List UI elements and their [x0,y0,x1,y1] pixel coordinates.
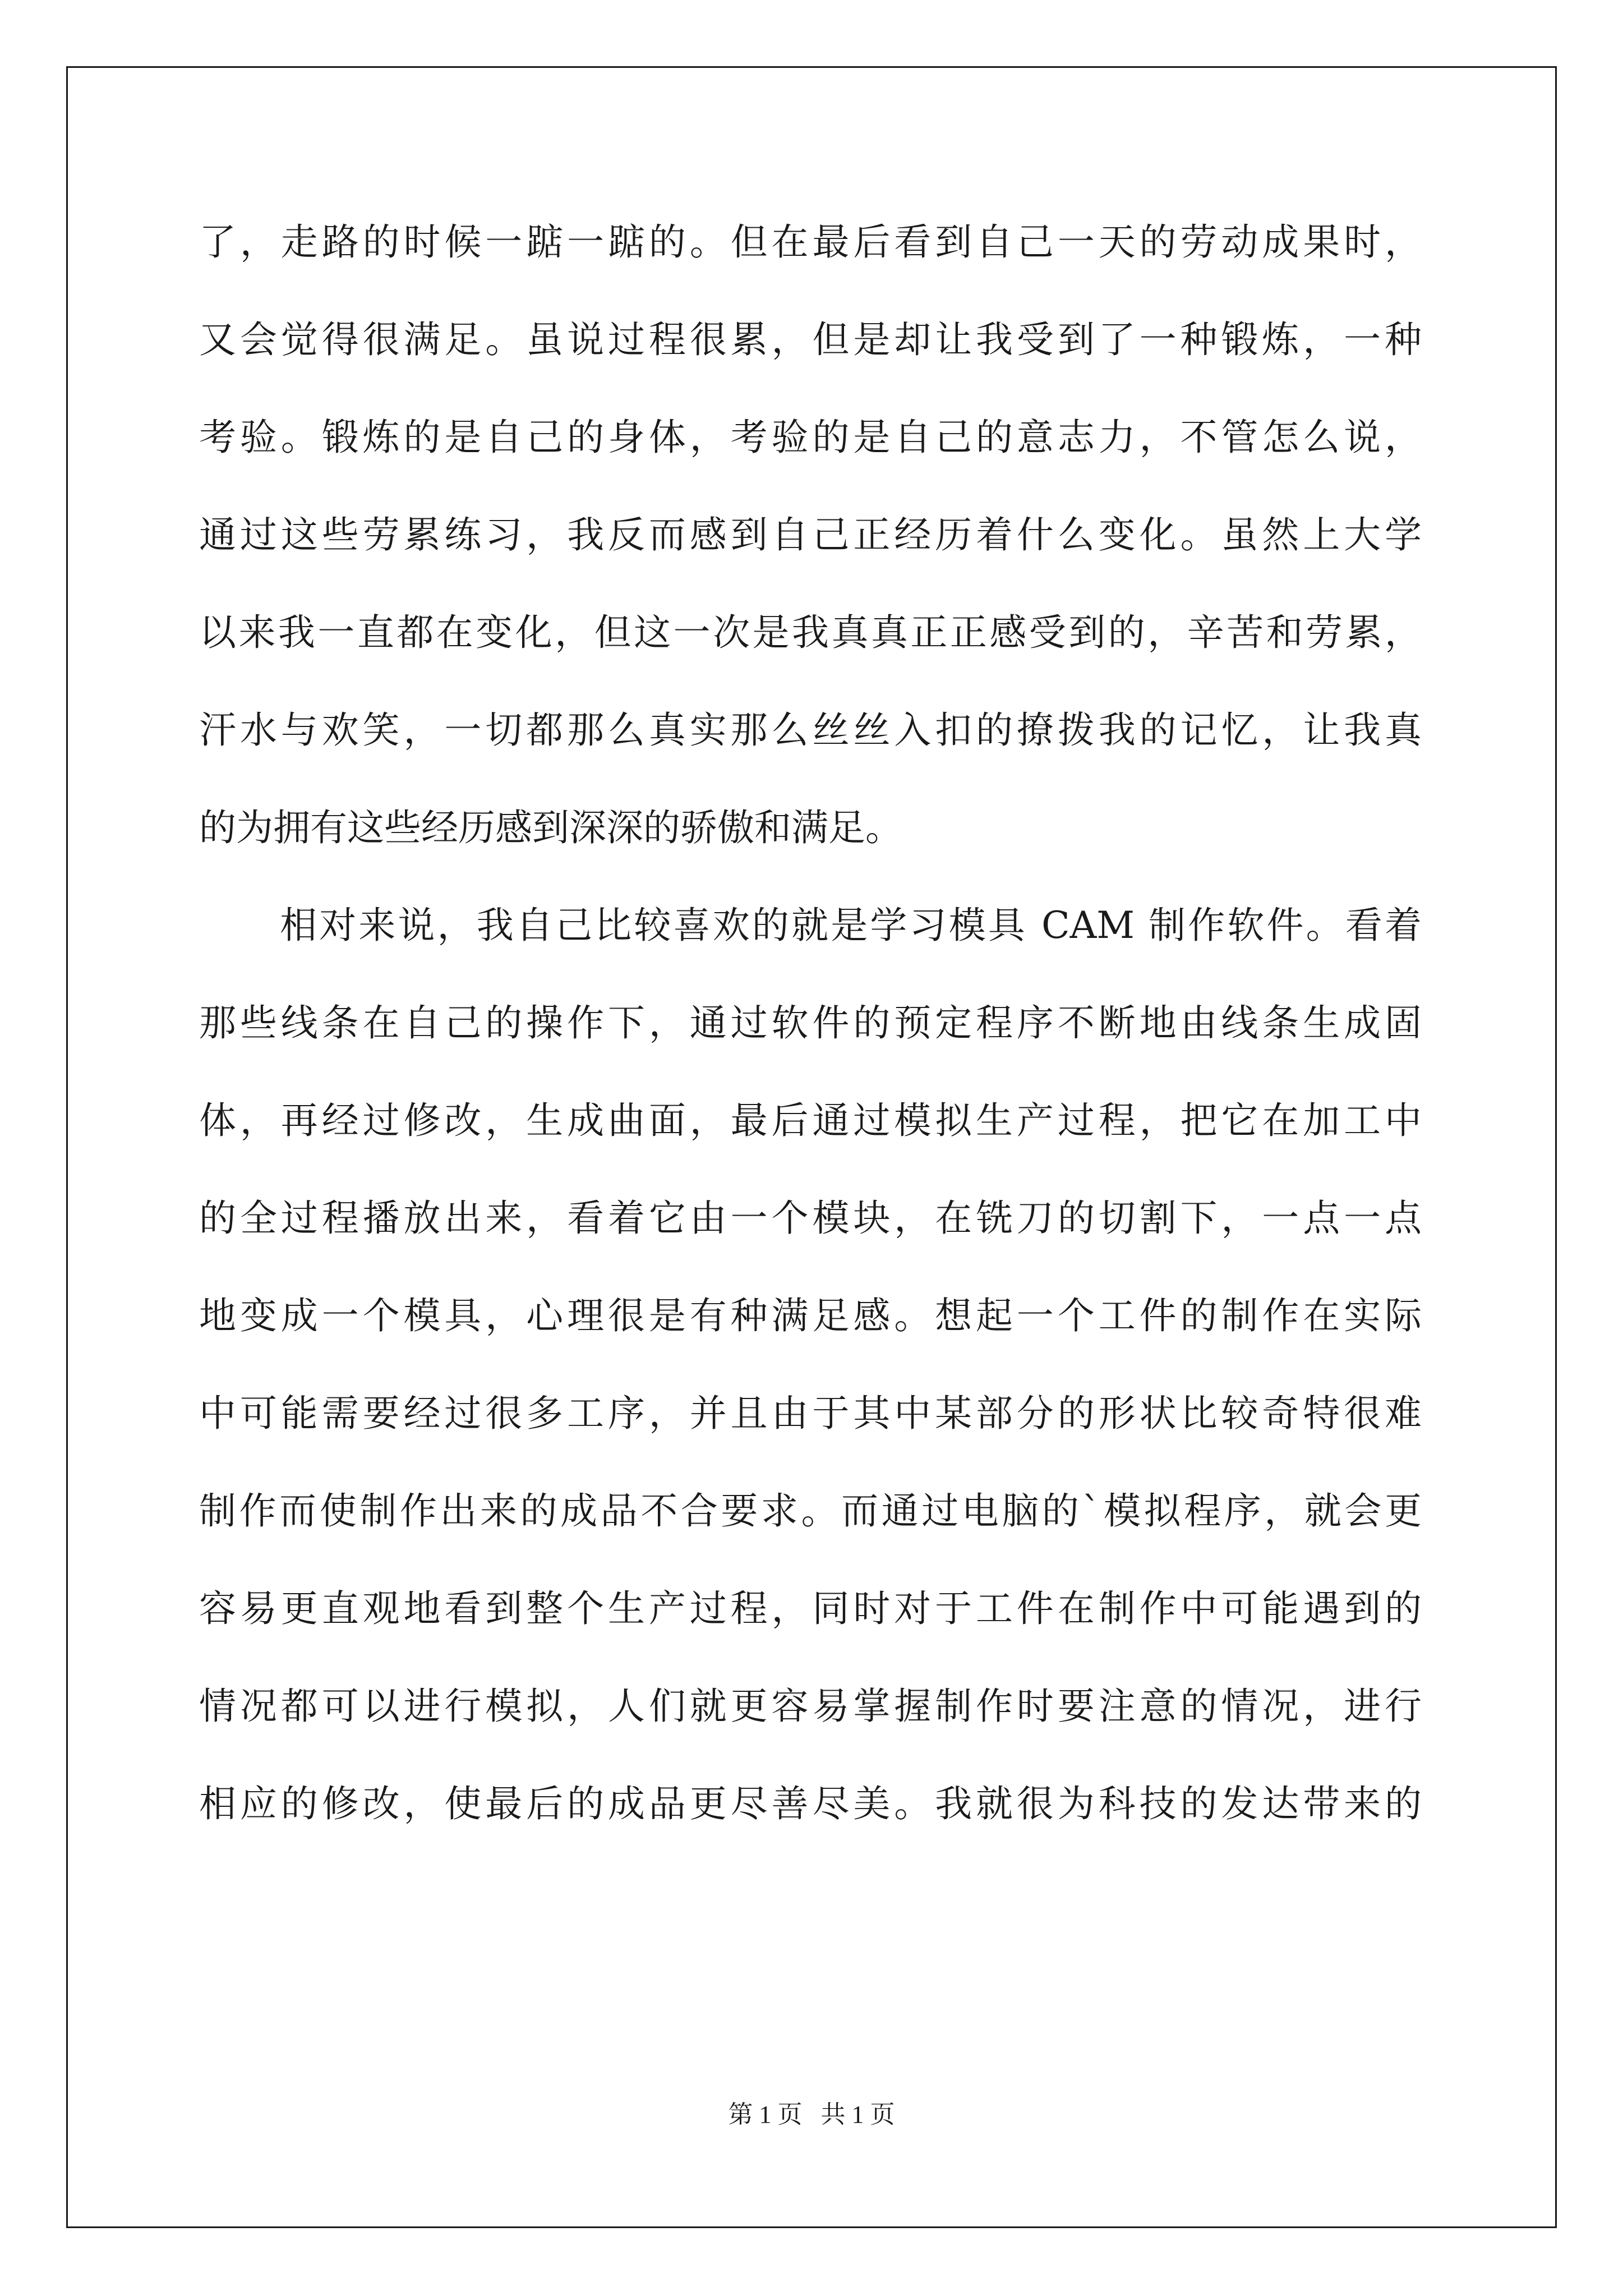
text-line: 容易更直观地看到整个生产过程，同时对于工件在制作中可能遇到的 [199,1587,1422,1630]
text-line: 汗水与欢笑，一切都那么真实那么丝丝入扣的撩拨我的记忆，让我真 [199,708,1422,752]
text-line: 又会觉得很满足。虽说过程很累，但是却让我受到了一种锻炼，一种 [199,318,1422,361]
text-line: 中可能需要经过很多工序，并且由于其中某部分的形状比较奇特很难 [199,1392,1422,1435]
text-line: 制作而使制作出来的成品不合要求。而通过电脑的`模拟程序，就会更 [199,1489,1422,1533]
page-footer: 第 1 页 共 1 页 [728,2101,895,2128]
text-line: 考验。锻炼的是自己的身体，考验的是自己的意志力，不管怎么说， [199,416,1422,459]
document-body [199,209,1422,1868]
text-line: 通过这些劳累练习，我反而感到自己正经历着什么变化。虽然上大学 [199,513,1422,556]
text-line: 那些线条在自己的操作下，通过软件的预定程序不断地由线条生成固 [199,1001,1422,1045]
text-line: 以来我一直都在变化，但这一次是我真真正正感受到的，辛苦和劳累， [199,611,1422,654]
text-line: 体，再经过修改，生成曲面，最后通过模拟生产过程，把它在加工中 [199,1099,1422,1142]
text-line: 地变成一个模具，心理很是有种满足感。想起一个工件的制作在实际 [199,1294,1422,1337]
text-line: 的为拥有这些经历感到深深的骄傲和满足。 [199,806,902,849]
text-line: 了，走路的时候一踮一踮的。但在最后看到自己一天的劳动成果时， [199,220,1422,264]
text-line: 的全过程播放出来，看着它由一个模块，在铣刀的切割下，一点一点 [199,1197,1422,1240]
text-line: 相应的修改，使最后的成品更尽善尽美。我就很为科技的发达带来的 [199,1782,1422,1825]
text-line: 情况都可以进行模拟，人们就更容易掌握制作时要注意的情况，进行 [199,1685,1422,1728]
paragraph-first-line: 相对来说，我自己比较喜欢的就是学习模具 CAM 制作软件。看着 [280,904,1422,947]
